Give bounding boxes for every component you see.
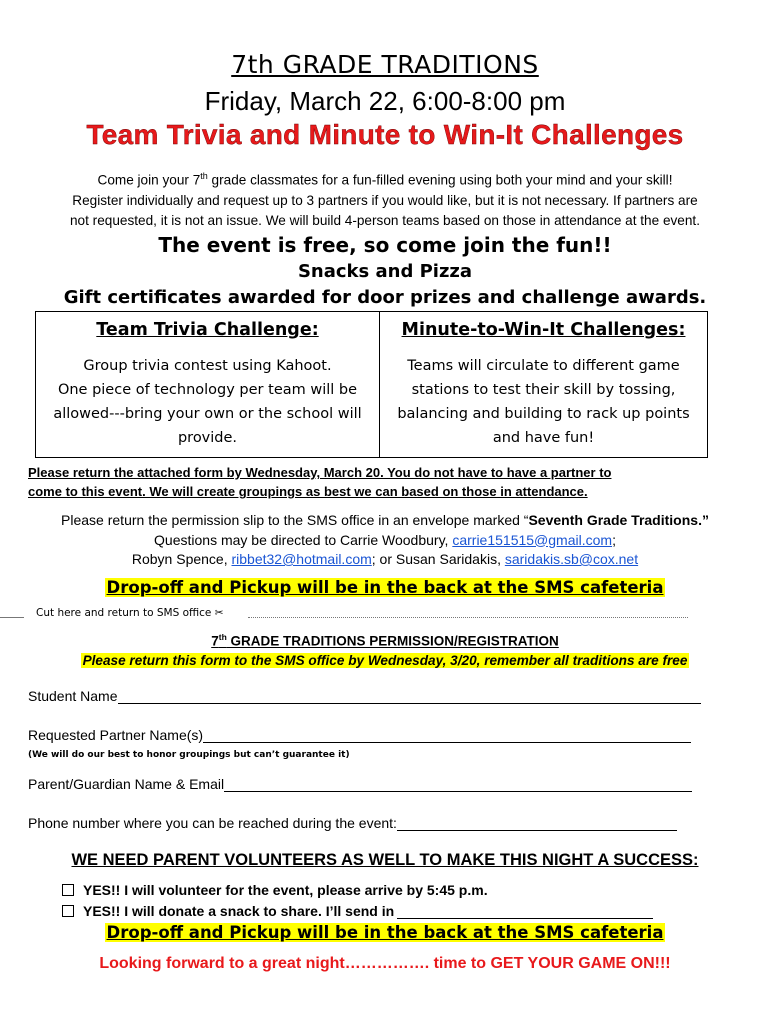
- intro-text-line3: not requested, it is not an issue. We will build 4-person teams based on those in attendance at the event.: [70, 212, 700, 228]
- snacks-line: Snacks and Pizza: [297, 261, 473, 282]
- trivia-line: Group trivia contest using Kahoot.: [83, 358, 332, 374]
- dropoff-notice-bottom: [0, 923, 770, 942]
- minute-box-body: [380, 354, 707, 450]
- phone-number-field[interactable]: [28, 815, 677, 831]
- cut-dash: [248, 617, 688, 618]
- contact-text: Robyn Spence,: [131, 551, 232, 567]
- trivia-line: allowed---bring your own or the school will: [53, 406, 362, 422]
- volunteer-heading: WE NEED PARENT VOLUNTEERS AS WELL TO MAKE THIS NIGHT A SUCCESS:: [71, 851, 699, 869]
- contact-text: Questions may be directed to Carrie Woodbury,: [154, 531, 453, 548]
- event-headline: Team Trivia and Minute to Win-It Challenges: [86, 119, 684, 150]
- registration-subtitle: [0, 653, 770, 668]
- registration-title: [0, 632, 770, 649]
- trivia-challenge-box: [35, 311, 380, 458]
- intro-text-line2: Register individually and request up to 3 partners if you would like, but it is not necessary. If partners are: [72, 192, 698, 208]
- cut-line: [0, 606, 770, 622]
- dropoff-notice: [0, 578, 770, 597]
- trivia-box-title: Team Trivia Challenge:: [96, 320, 319, 340]
- minute-line: and have fun!: [492, 430, 595, 446]
- volunteer-option-text: YES!! I will donate a snack to share. I’ll send in: [83, 903, 395, 919]
- reg-title-a: 7: [211, 633, 219, 649]
- minute-box-title: Minute-to-Win-It Challenges:: [401, 320, 686, 340]
- partner-note: (We will do our best to honor groupings but can’t guarantee it): [28, 750, 350, 760]
- trivia-line: One piece of technology per team will be: [57, 382, 358, 398]
- page-title: 7th GRADE TRADITIONS: [231, 50, 539, 79]
- separator: ;: [612, 531, 616, 548]
- student-name-line[interactable]: [118, 689, 701, 704]
- gift-certificates-line: Gift certificates awarded for door prizes and challenge awards.: [63, 287, 707, 308]
- minute-line: Teams will circulate to different game: [407, 358, 680, 374]
- trivia-box-body: [36, 354, 379, 450]
- reg-title-b: GRADE TRADITIONS PERMISSION/REGISTRATION: [226, 633, 559, 649]
- student-name-label: Student Name: [28, 688, 118, 704]
- minute-line: stations to test their skill by tossing,: [411, 382, 676, 398]
- event-date-time: Friday, March 22, 6:00-8:00 pm: [204, 86, 566, 116]
- intro-paragraph: [20, 166, 750, 231]
- email-link-carrie[interactable]: carrie151515@gmail.com: [452, 531, 613, 548]
- volunteer-option-snack[interactable]: [62, 903, 653, 919]
- dropoff-text: Drop-off and Pickup will be in the back at the SMS cafeteria: [106, 923, 664, 942]
- parent-line[interactable]: [224, 777, 692, 792]
- intro-superscript: th: [200, 171, 208, 181]
- permission-line3: [0, 550, 770, 570]
- permission-instructions: [0, 511, 770, 570]
- checkbox[interactable]: [62, 905, 74, 917]
- parent-label: Parent/Guardian Name & Email: [28, 776, 225, 792]
- permission-line2: [0, 531, 770, 551]
- email-link-robyn[interactable]: ribbet32@hotmail.com: [231, 551, 372, 567]
- student-name-field[interactable]: [28, 688, 701, 704]
- partner-names-line[interactable]: [203, 728, 691, 743]
- partner-names-field[interactable]: [28, 727, 691, 743]
- return-note-line2: come to this event. We will create groupings as best we can based on those in attendance.: [28, 484, 588, 499]
- permission-line1: [0, 511, 770, 531]
- minute-line: balancing and building to rack up points: [397, 406, 690, 422]
- contact-text: ; or Susan Saridakis,: [371, 551, 505, 567]
- free-event-line: The event is free, so come join the fun!!: [158, 233, 612, 257]
- intro-text-part1: Come join your 7: [97, 172, 201, 188]
- cut-dash: [0, 617, 24, 618]
- volunteer-option-event[interactable]: [62, 882, 488, 898]
- reg-title-sup: th: [218, 632, 227, 642]
- partner-names-label: Requested Partner Name(s): [28, 727, 204, 743]
- trivia-line: provide.: [177, 430, 238, 446]
- event-highlights: [0, 232, 770, 311]
- checkbox[interactable]: [62, 884, 74, 896]
- parent-name-email-field[interactable]: [28, 776, 692, 792]
- volunteer-option-text: YES!! I will volunteer for the event, please arrive by 5:45 p.m.: [83, 882, 488, 898]
- dropoff-text: Drop-off and Pickup will be in the back at the SMS cafeteria: [106, 578, 664, 597]
- reg-subtitle-text: Please return this form to the SMS office by Wednesday, 3/20, remember all traditions are free: [82, 653, 688, 668]
- permission-line1-text: Please return the permission slip to the SMS office in an envelope marked “: [61, 512, 529, 528]
- envelope-label: Seventh Grade Traditions.”: [528, 512, 709, 528]
- snack-line[interactable]: [397, 906, 653, 919]
- cut-instruction: Cut here and return to SMS office ✂: [36, 607, 224, 619]
- return-note-line1: Please return the attached form by Wednesday, March 20. You do not have to have a partner to: [28, 465, 612, 480]
- email-link-susan[interactable]: saridakis.sb@cox.net: [504, 551, 639, 567]
- intro-text-part2: grade classmates for a fun-filled evening using both your mind and your skill!: [207, 172, 673, 188]
- minute-to-win-box: [380, 311, 708, 458]
- return-form-note: [28, 463, 748, 501]
- closing-message: Looking forward to a great night……………. time to GET YOUR GAME ON!!!: [99, 955, 671, 972]
- phone-line[interactable]: [397, 816, 677, 831]
- phone-label: Phone number where you can be reached during the event:: [28, 815, 397, 831]
